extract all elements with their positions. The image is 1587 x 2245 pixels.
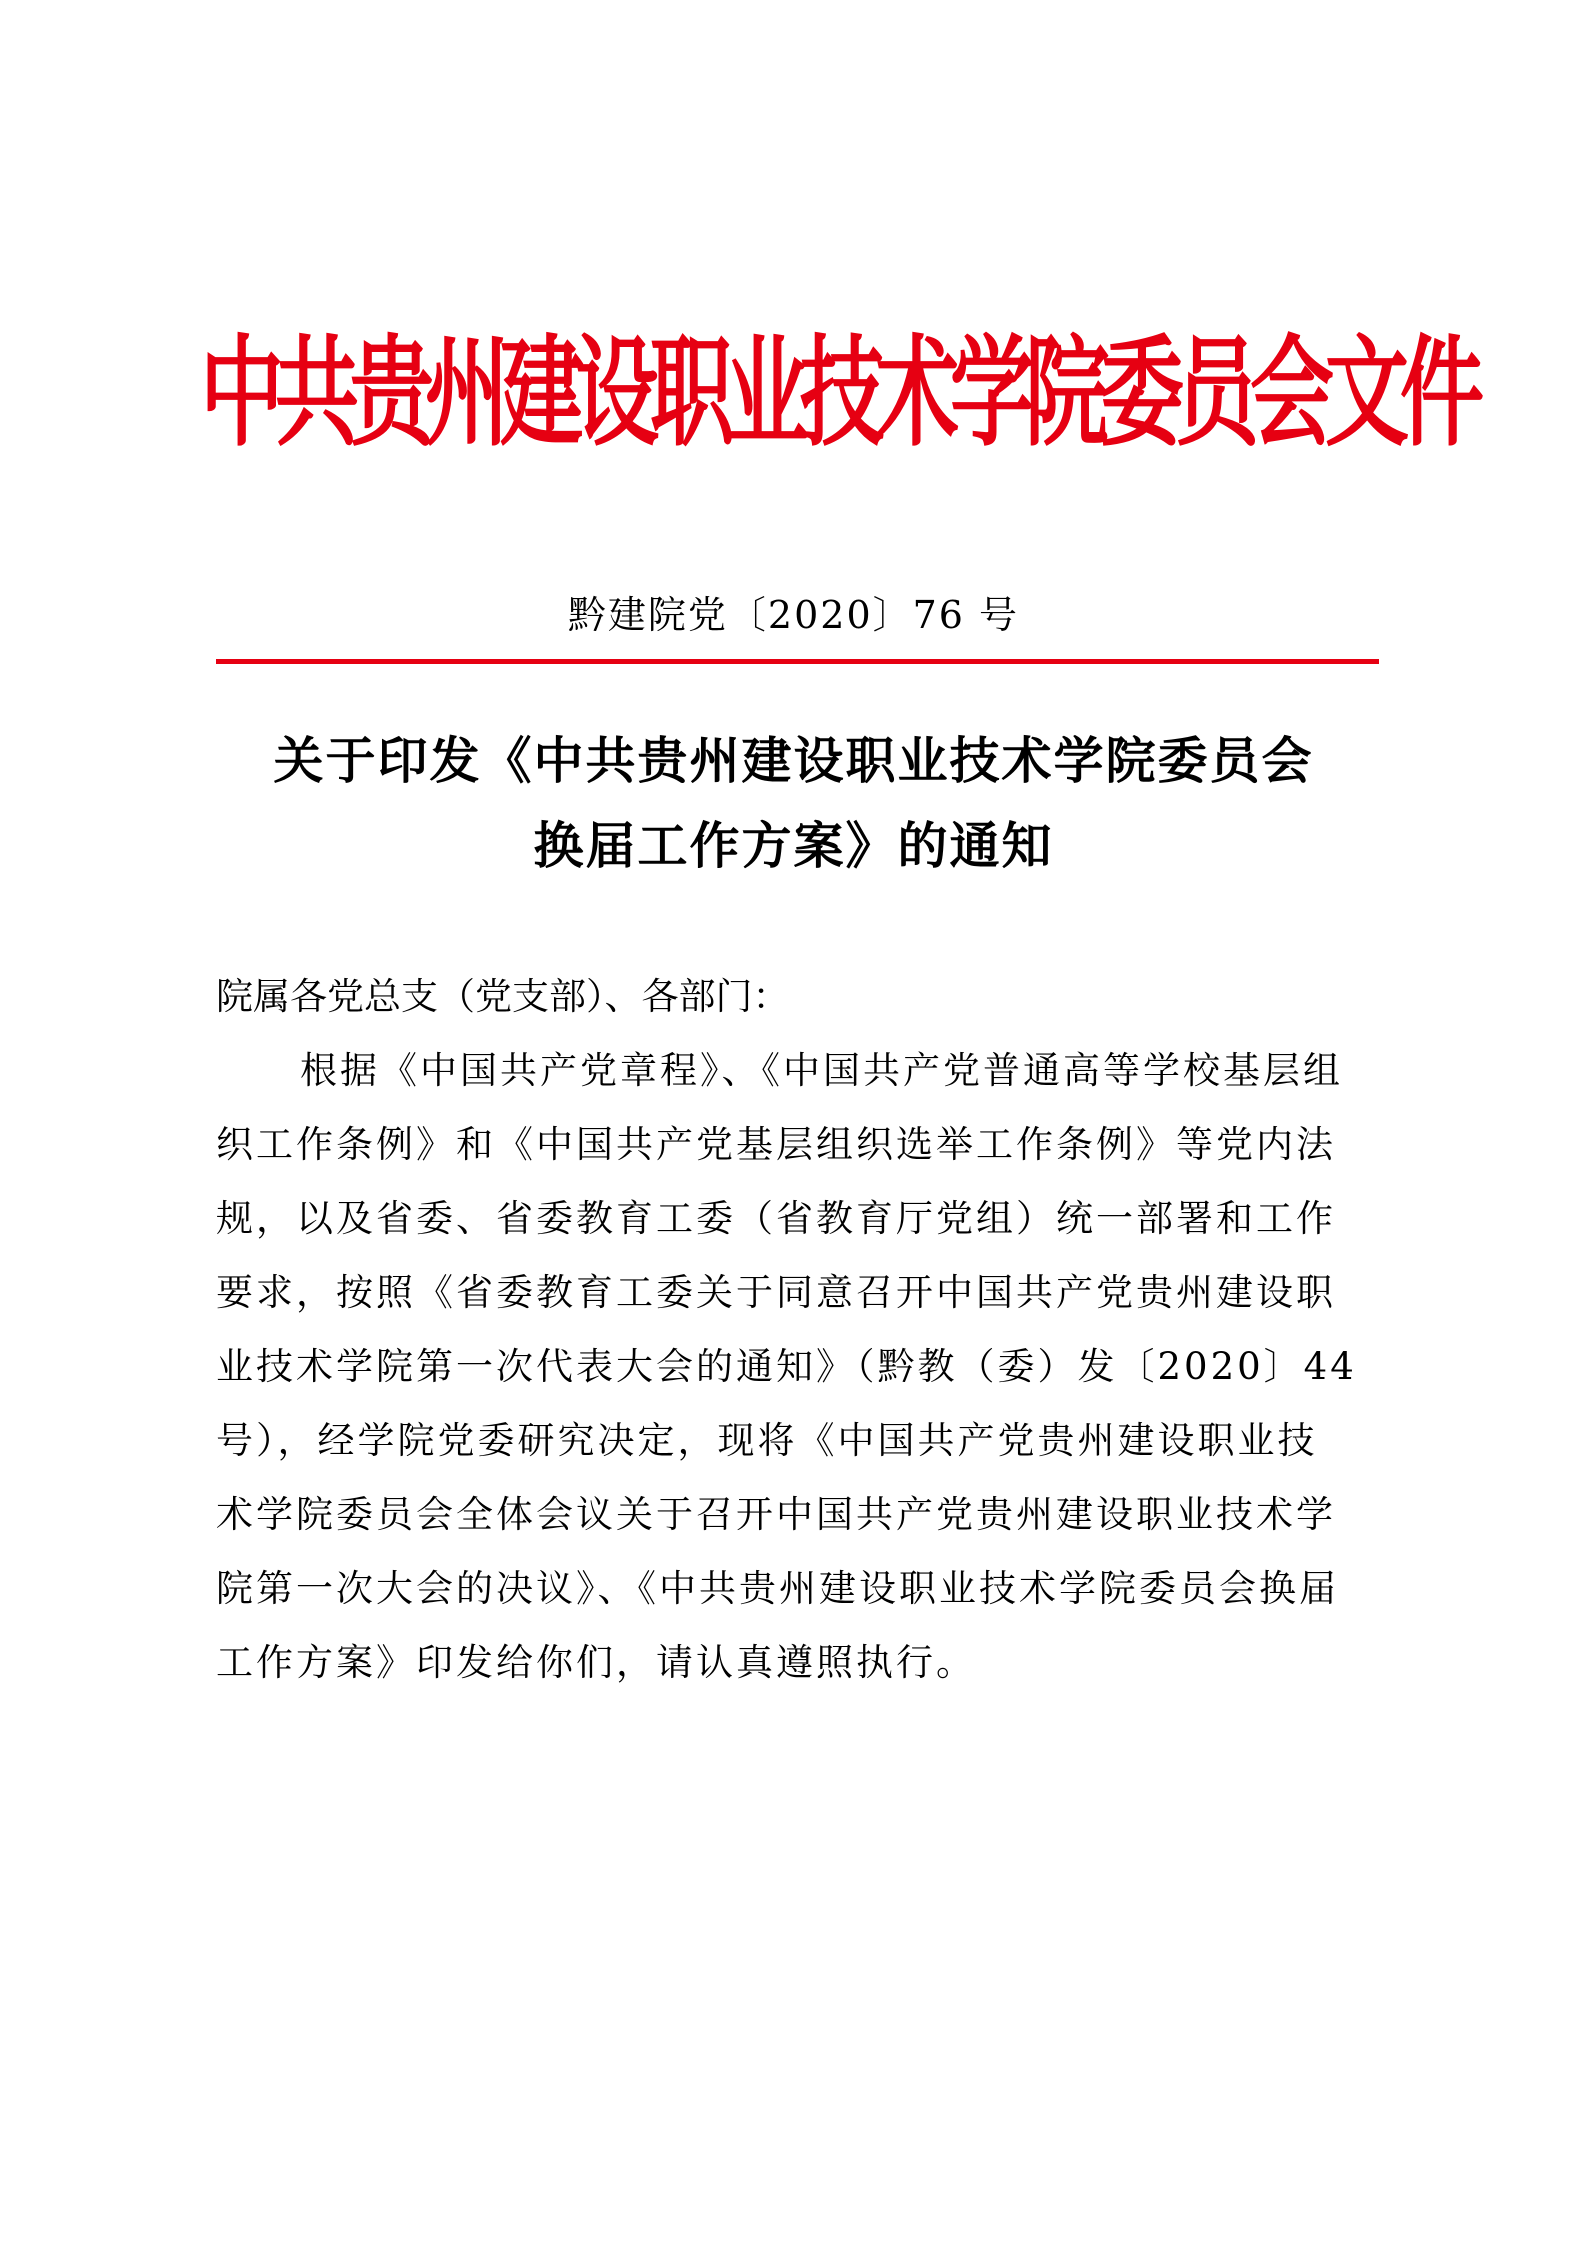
paragraph-line-5: 业技术学院第一次代表大会的通知》（黔教（委）发〔2020〕44 (216, 1345, 1357, 1388)
document-number: 黔建院党〔2020〕76 号 (567, 593, 1020, 637)
document-title (190, 718, 1397, 888)
paragraph-line-4: 要求，按照《省委教育工委关于同意召开中国共产党贵州建设职 (216, 1271, 1336, 1314)
title-line-2: 换届工作方案》的通知 (533, 816, 1054, 875)
paragraph-line-2: 织工作条例》和《中国共产党基层组织选举工作条例》等党内法 (216, 1123, 1336, 1166)
paragraph-line-9: 工作方案》印发给你们，请认真遵照执行。 (216, 1641, 976, 1684)
paragraph-line-1: 根据《中国共产党章程》、《中国共产党普通高等学校基层组 (300, 1049, 1343, 1092)
title-line-1: 关于印发《中共贵州建设职业技术学院委员会 (273, 731, 1314, 790)
issuer-red-header: 中共贵州建设职业技术学院委员会文件 (200, 323, 1476, 463)
paragraph-line-8: 院第一次大会的决议》、《中共贵州建设职业技术学院委员会换届 (216, 1567, 1339, 1610)
salutation: 院属各党总支（党支部）、各部门： (216, 975, 790, 1018)
document-body (216, 960, 1396, 1700)
body-paragraph (216, 1034, 1396, 1700)
paragraph-line-7: 术学院委员会全体会议关于召开中国共产党贵州建设职业技术学 (216, 1493, 1336, 1536)
red-separator-line (216, 659, 1379, 664)
paragraph-line-6: 号），经学院党委研究决定，现将《中国共产党贵州建设职业技 (216, 1419, 1318, 1462)
paragraph-line-3: 规，以及省委、省委教育工委（省教育厅党组）统一部署和工作 (216, 1197, 1336, 1240)
